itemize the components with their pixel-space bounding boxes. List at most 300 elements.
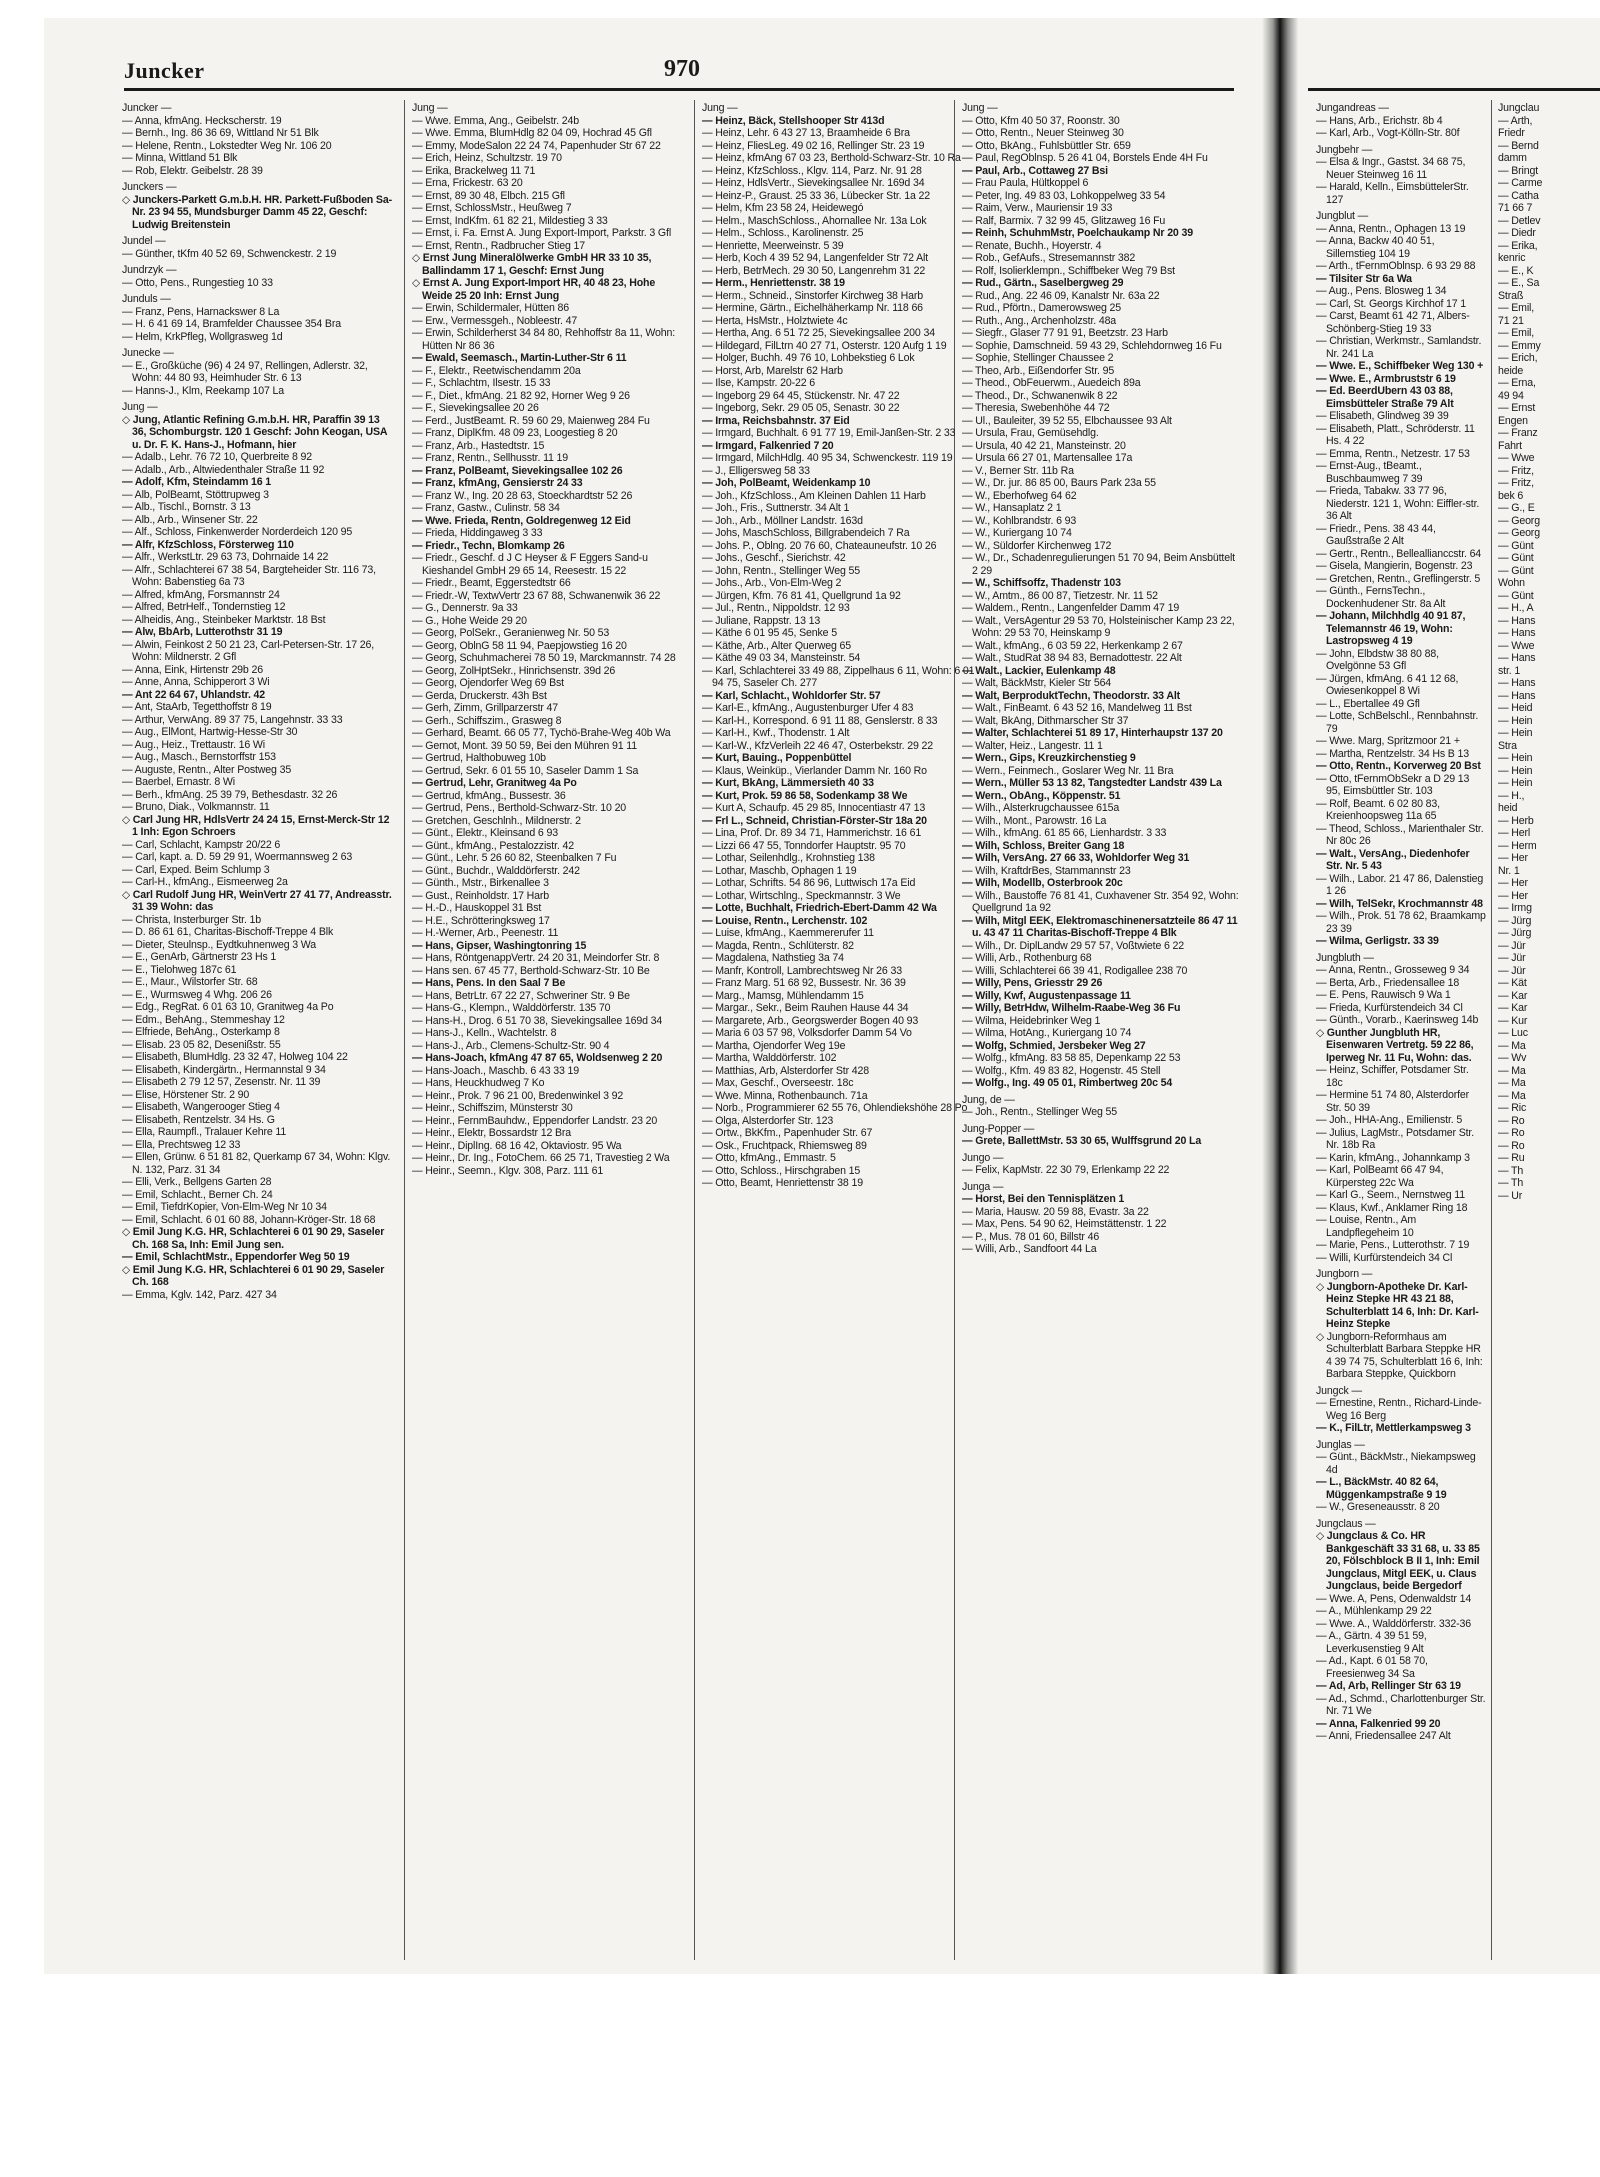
- directory-entry: — Ro: [1498, 1127, 1525, 1139]
- directory-entry: — Hans-J., Arb., Clemens-Schultz-Str. 90 4: [412, 1039, 610, 1052]
- directory-entry: — Ma: [1498, 1089, 1526, 1102]
- directory-entry: — Gust., Reinholdstr. 17 Harb: [412, 889, 549, 902]
- directory-entry: — Erika,: [1498, 239, 1538, 252]
- directory-entry: — Walt., StudRat 38 94 83, Bernadottestr. 22 Alt: [962, 652, 1182, 664]
- directory-entry: ◇ Junckers-Parkett G.m.b.H. HR. Parkett-Fußboden Sa-Nr. 23 94 55, Mundsburger Damm 45 22, Geschf: Ludwig Breitenstein: [122, 193, 392, 231]
- directory-entry: — Rolf, Isolierklempn., Schiffbeker Weg 79 Bst: [962, 264, 1175, 277]
- directory-entry: — Carl, St. Georgs Kirchhof 17 1: [1316, 297, 1467, 310]
- directory-entry: — Alfred, kfmAng, Forsmannstr 24: [122, 588, 280, 601]
- directory-entry: — Ant 22 64 67, Uhlandstr. 42: [122, 688, 266, 701]
- directory-entry: — Renate, Buchh., Hoyerstr. 4: [962, 239, 1102, 252]
- directory-entry: — Irmgard, Buchhalt. 6 91 77 19, Emil-Janßen-Str. 2 33: [702, 427, 956, 439]
- directory-entry: — Harald, Kelln., EimsbüttelerStr. 127: [1316, 181, 1469, 206]
- directory-entry: — Emmy, ModeSalon 22 24 74, Papenhuder Str 67 22: [412, 139, 661, 152]
- directory-column-1: [122, 98, 396, 1958]
- directory-entry: — Georg: [1498, 514, 1540, 527]
- directory-entry: — F., Elektr., Reetwischendamm 20a: [412, 364, 581, 377]
- directory-entry: — Elisab. 23 05 82, Desenißstr. 55: [122, 1038, 281, 1051]
- directory-entry: — Hanns-J., Klm, Reekamp 107 La: [122, 384, 284, 397]
- directory-entry: Straß: [1498, 289, 1524, 302]
- directory-entry: ◇ Jung, Atlantic Refining G.m.b.H. HR, Paraffin 39 13 36, Schomburgstr. 120 1 Geschf: John Keogan, USA u. Dr. F. K. Hans-J., Hofmann, hier: [122, 413, 387, 451]
- directory-entry: — Anna, Rentn., Ophagen 13 19: [1316, 222, 1466, 235]
- directory-entry: — Frieda, Tabakw. 33 77 96, Niederstr. 121 1, Wohn: Eiffler-str. 36 Alt: [1316, 485, 1480, 522]
- directory-entry: — Wern., Feinmech., Goslarer Weg Nr. 11 Bra: [962, 764, 1174, 777]
- directory-entry: — Herb: [1498, 814, 1534, 827]
- directory-entry: — Franz, PolBeamt, Sievekingsallee 102 26: [412, 464, 623, 477]
- directory-entry: — Herm., Henriettenstr. 38 19: [702, 277, 845, 289]
- directory-entry: — Wv: [1498, 1052, 1527, 1064]
- directory-entry: — Baerbel, Ernastr. 8 Wi: [122, 776, 235, 788]
- directory-entry: — Otto, kfmAng., Emmastr. 5: [702, 1152, 836, 1164]
- directory-entry: — Frau Paula, Hültkoppel 6: [962, 177, 1089, 189]
- directory-entry: — Tilsiter Str 6a Wa: [1316, 272, 1412, 285]
- directory-entry: — Otto, Pens., Rungestieg 10 33: [122, 276, 273, 289]
- directory-entry: — Her: [1498, 889, 1528, 902]
- directory-entry: — Franz, Rentn., Sellhusstr. 11 19: [412, 452, 569, 464]
- directory-entry: — Ad., Schmd., Charlottenburger Str. Nr. 71 We: [1316, 1692, 1486, 1717]
- directory-entry: — Joh., Rentn., Stellinger Weg 55: [962, 1106, 1118, 1118]
- directory-entry: — Ric: [1498, 1102, 1527, 1114]
- directory-entry: — P., Mus. 78 01 60, Billstr 46: [962, 1230, 1100, 1243]
- directory-entry: — Wilh, Schloss, Breiter Gang 18: [962, 839, 1125, 852]
- directory-entry: Wohn: [1498, 577, 1525, 589]
- directory-entry: heide: [1498, 364, 1524, 377]
- directory-entry: — Günt: [1498, 589, 1534, 602]
- directory-entry: — Ernst, SchlossMstr., Heußweg 7: [412, 202, 572, 214]
- directory-entry: — Walt., VersAgentur 29 53 70, Holsteinischer Kamp 23 22, Wohn: 29 53 70, Heinskamp 9: [962, 614, 1235, 639]
- directory-entry: 71 21: [1498, 314, 1524, 327]
- directory-entry: — Lizzi 66 47 55, Tonndorfer Hauptstr. 95 70: [702, 839, 906, 852]
- directory-entry: — Franz, DiplKfm. 48 09 23, Loogestieg 8 20: [412, 427, 618, 439]
- directory-entry: — Hein: [1498, 714, 1533, 727]
- directory-entry: — Alw, BbArb, Lutterothstr 31 19: [122, 626, 283, 638]
- directory-entry: — Reinh, SchuhmMstr, Poelchaukamp Nr 20 39: [962, 227, 1193, 239]
- directory-entry: — Gerh., Schiffszim., Grasweg 8: [412, 714, 562, 727]
- directory-entry: — Bruno, Diak., Volkmannstr. 11: [122, 801, 270, 813]
- directory-entry: — Hans-G., Klempn., Walddörferstr. 135 70: [412, 1002, 611, 1014]
- directory-entry: — Heinr., Elektr, Bossardstr 12 Bra: [412, 1127, 572, 1139]
- directory-entry: — Otto, Rentn., Korverweg 20 Bst: [1316, 760, 1481, 772]
- directory-entry: — Gerhard, Beamt. 66 05 77, Tychö-Brahe-Weg 40b Wa: [412, 727, 671, 739]
- directory-entry: — Gretchen, Geschlnh., Mildnerstr. 2: [412, 814, 581, 827]
- directory-entry: — Franz W., Ing. 20 28 63, Stoeckhardtstr 52 26: [412, 489, 633, 502]
- surname-heading: Jung —: [962, 102, 998, 114]
- directory-entry: — Ralf, Barmix. 7 32 99 45, Glitzaweg 16 Fu: [962, 214, 1166, 227]
- directory-entry: — John, Rentn., Stellinger Weg 55: [702, 564, 860, 577]
- directory-entry: — Joh., Arb., Möllner Landstr. 163d: [702, 514, 863, 527]
- directory-entry: — Ernst, Rentn., Radbrucher Stieg 17: [412, 239, 586, 252]
- directory-entry: — Carl, Exped. Beim Schlump 3: [122, 863, 270, 876]
- directory-entry: — Herm., Schneid., Sinstorfer Kirchweg 38 Harb: [702, 289, 923, 302]
- directory-entry: — Wern., Müller 53 13 82, Tangstedter Landstr 439 La: [962, 777, 1222, 789]
- column-rule: [694, 100, 695, 1960]
- directory-entry: — E. Pens, Rauwisch 9 Wa 1: [1316, 989, 1451, 1001]
- directory-entry: — Maria 6 03 57 98, Volksdorfer Damm 54 Vo: [702, 1027, 912, 1039]
- surname-heading: Jung —: [122, 401, 158, 413]
- directory-entry: — John, Elbdstw 38 80 88, Ovelgönne 53 Gfl: [1316, 647, 1439, 672]
- directory-entry: — Kur: [1498, 1014, 1528, 1027]
- directory-entry: — Karl-W., KfzVerleih 22 46 47, Osterbekstr. 29 22: [702, 739, 933, 752]
- directory-entry: — Martha, Ojendorfer Weg 19e: [702, 1039, 846, 1052]
- directory-entry: — Adalb., Lehr. 76 72 10, Querbreite 8 92: [122, 451, 312, 463]
- directory-entry: — Alfr., WerkstLtr. 29 63 73, Dohrnaide 14 22: [122, 551, 329, 563]
- directory-entry: — Gertrud, Pens., Berthold-Schwarz-Str. 10 20: [412, 802, 627, 814]
- surname-heading: Junglas —: [1316, 1438, 1365, 1451]
- directory-entry: — Herta, HsMstr., Holztwiete 4c: [702, 314, 848, 327]
- directory-entry: — F., Schlachtm, Ilsestr. 15 33: [412, 377, 551, 389]
- directory-entry: — Karl-H., Korrespond. 6 91 11 88, Genslerstr. 8 33: [702, 714, 938, 727]
- directory-entry: — Alf., Schloss, Finkenwerder Norderdeich 120 95: [122, 526, 353, 538]
- directory-entry: — Aug., ElMont, Hartwig-Hesse-Str 30: [122, 726, 298, 738]
- directory-entry: — Erw., Vermessgeh., Nobleestr. 47: [412, 314, 578, 327]
- directory-entry: — Käthe, Arb., Alter Querweg 65: [702, 639, 852, 652]
- directory-entry: — Irmgard, Falkenried 7 20: [702, 439, 834, 452]
- directory-entry: — Emma, Rentn., Netzestr. 17 53: [1316, 447, 1470, 460]
- directory-entry: — Frieda, Hiddingaweg 3 33: [412, 527, 543, 539]
- directory-entry: — Kurt A, Schaufp. 45 29 85, Innocentiastr 47 13: [702, 802, 926, 814]
- directory-entry: — Friedr., Geschf. d J C Heyser & F Eggers Sand-u Kieshandel GmbH 29 65 14, Reesestr. 15 22: [412, 552, 648, 577]
- directory-entry: — Holger, Buchh. 49 76 10, Lohbekstieg 6 Lok: [702, 352, 915, 364]
- directory-entry: — Franz: [1498, 427, 1538, 439]
- directory-entry: — Hans-J., Kelln., Wachtelstr. 8: [412, 1027, 557, 1039]
- directory-entry: — Elfriede, BehAng., Osterkamp 8: [122, 1026, 280, 1038]
- directory-entry: — Otto, Beamt, Henriettenstr 38 19: [702, 1177, 863, 1189]
- directory-entry: — Aug., Pens. Blosweg 1 34: [1316, 285, 1447, 297]
- directory-entry: — Auguste, Rentn., Alter Postweg 35: [122, 763, 292, 776]
- directory-entry: — Lothar, Wirtschlng., Speckmannstr. 3 We: [702, 889, 901, 902]
- directory-entry: — Ro: [1498, 1139, 1525, 1152]
- directory-entry: — Jür: [1498, 939, 1526, 952]
- directory-entry: — E., Sa: [1498, 277, 1540, 289]
- directory-entry: — Heinz, kfmAng 67 03 23, Berthold-Schwarz-Str. 10 Ra: [702, 152, 961, 164]
- directory-entry: — Heinz, FliesLeg. 49 02 16, Rellinger Str. 23 19: [702, 139, 925, 152]
- directory-entry: — Grete, BallettMstr. 53 30 65, Wulffsgrund 20 La: [962, 1135, 1202, 1147]
- directory-entry: — Erwin, Schildermaler, Hütten 86: [412, 302, 569, 314]
- directory-entry: — W., Kuriergang 10 74: [962, 527, 1072, 539]
- directory-entry: — Heinz, KfzSchloss., Klgv. 114, Parz. Nr. 91 28: [702, 164, 922, 177]
- directory-entry: — Erika, Brackelweg 11 71: [412, 164, 536, 177]
- surname-heading: Jungck —: [1316, 1384, 1362, 1397]
- directory-entry: — Walt., Lackier, Eulenkamp 48: [962, 664, 1116, 677]
- directory-entry: — Hans-Joach., Maschb. 6 43 33 19: [412, 1064, 579, 1077]
- directory-entry: — W., Schiffsoffz, Thadenstr 103: [962, 577, 1121, 589]
- directory-entry: — Walt, BäckMstr, Kieler Str 564: [962, 677, 1112, 689]
- directory-entry: — Sophie, Stellinger Chaussee 2: [962, 352, 1114, 364]
- directory-entry: — Ma: [1498, 1039, 1526, 1052]
- directory-entry: — Magdalena, Nathstieg 3a 74: [702, 952, 844, 964]
- right-directory-column-2: [1498, 98, 1600, 1958]
- directory-entry: — H. 6 41 69 14, Bramfelder Chaussee 354 Bra: [122, 318, 341, 330]
- directory-entry: — Norb., Programmierer 62 55 76, Ohlendiekshöhe 28 Po: [702, 1102, 968, 1114]
- directory-entry: — Magda, Rentn., Schlüterstr. 82: [702, 939, 854, 952]
- directory-entry: — Otto, Kfm 40 50 37, Roonstr. 30: [962, 114, 1120, 127]
- directory-entry: — Hein: [1498, 727, 1533, 739]
- directory-entry: — Käthe 49 03 34, Mansteinstr. 54: [702, 652, 861, 664]
- directory-entry: — Wern., ObAng., Köppenstr. 51: [962, 789, 1121, 802]
- directory-entry: — Wilma, Gerligstr. 33 39: [1316, 935, 1439, 947]
- directory-entry: — Th: [1498, 1177, 1524, 1189]
- directory-entry: — Elisabeth, Platt., Schröderstr. 11 Hs. 4 22: [1316, 422, 1475, 447]
- directory-entry: — Kar: [1498, 1002, 1528, 1014]
- directory-entry: — V., Berner Str. 11b Ra: [962, 464, 1074, 477]
- directory-entry: — Ursula 66 27 01, Martensallee 17a: [962, 452, 1133, 464]
- scanned-page: [44, 18, 1600, 1974]
- directory-entry: — Irmg: [1498, 902, 1532, 914]
- directory-entry: — D. 86 61 61, Charitas-Bischoff-Treppe 4 Blk: [122, 926, 334, 938]
- directory-entry: — Christian, Werkmstr., Samlandstr. Nr. 241 La: [1316, 335, 1482, 360]
- directory-entry: — Gertrud, Lehr, Granitweg 4a Po: [412, 777, 577, 789]
- directory-entry: — Heinr., Prok. 7 96 21 00, Bredenwinkel 3 92: [412, 1089, 624, 1102]
- directory-entry: — Hans: [1498, 627, 1536, 639]
- column-rule: [404, 100, 405, 1960]
- directory-entry: — Heid: [1498, 702, 1533, 714]
- directory-entry: — J., Elligersweg 58 33: [702, 464, 810, 477]
- directory-entry: Engen: [1498, 414, 1528, 427]
- directory-entry: — Theod, Schloss., Marienthaler Str. Nr 80c 26: [1316, 822, 1484, 847]
- directory-entry: — W., Süldorfer Kirchenweg 172: [962, 539, 1112, 552]
- directory-entry: — Louise, Rentn., Lerchenstr. 102: [702, 914, 868, 927]
- directory-entry: — W., Dr. jur. 86 85 00, Baurs Park 23a 55: [962, 477, 1156, 489]
- directory-entry: ◇ Jungborn-Apotheke Dr. Karl-Heinz Stepke HR 43 21 88, Schulterblatt 14 6, Inh: Dr. Karl-Heinz Stepke: [1316, 1280, 1479, 1330]
- directory-entry: — Alfred, BetrHelf., Tondernstieg 12: [122, 601, 286, 613]
- directory-entry: — G., E: [1498, 502, 1535, 514]
- directory-entry: — Alb., Tischl., Bornstr. 3 13: [122, 501, 251, 513]
- directory-entry: — E., K: [1498, 264, 1534, 277]
- directory-entry: — Luise, kfmAng., Kaemmererufer 11: [702, 927, 874, 939]
- directory-entry: — Erich,: [1498, 352, 1538, 364]
- directory-entry: — Hermine 51 74 80, Alsterdorfer Str. 50 39: [1316, 1089, 1470, 1114]
- directory-entry: — Georg, OblnG 58 11 94, Paepjowstieg 16 20: [412, 639, 627, 652]
- directory-entry: — Berh., kfmAng. 25 39 79, Bethesdastr. 32 26: [122, 788, 338, 801]
- directory-entry: — Ernst, 89 30 48, Elbch. 215 Gfl: [412, 189, 565, 202]
- directory-entry: — Helm., MaschSchloss., Ahornallee Nr. 13a Lok: [702, 214, 927, 227]
- directory-entry: — Herm: [1498, 839, 1537, 852]
- directory-entry: — Gisela, Mangierin, Bogenstr. 23: [1316, 560, 1473, 572]
- directory-entry: — Dieter, Steulnsp., Eydtkuhnenweg 3 Wa: [122, 938, 316, 951]
- directory-entry: — Max, Pens. 54 90 62, Heimstättenstr. 1 22: [962, 1218, 1167, 1230]
- directory-entry: — Anne, Anna, Schipperort 3 Wi: [122, 676, 270, 688]
- directory-entry: — Wwe. A., Walddörferstr. 332-36: [1316, 1617, 1471, 1630]
- directory-entry: — Anna, Eink, Hirtenstr 29b 26: [122, 663, 263, 676]
- directory-entry: — Felix, KapMstr. 22 30 79, Erlenkamp 22 22: [962, 1164, 1170, 1176]
- directory-entry: — Klaus, Weinküp., Vierlander Damm Nr. 160 Ro: [702, 764, 927, 777]
- directory-entry: ◇ Gunther Jungbluth HR, Eisenwaren Vertretg. 59 22 86, Iperweg Nr. 11 Fu, Wohn: das.: [1316, 1026, 1474, 1064]
- directory-entry: — Günth., Vorarb., Kaerinsweg 14b: [1316, 1014, 1479, 1026]
- directory-entry: — Heinr., Seemn., Klgv. 308, Parz. 111 61: [412, 1164, 604, 1177]
- directory-entry: — Wilh, Mitgl EEK, Elektromaschinenersatzteile 86 47 11 u. 43 47 11 Charitas-Bischoff-Treppe 4 Blk: [962, 914, 1238, 939]
- directory-entry: — Heinr., DiplIng. 68 16 42, Oktaviostr. 95 Wa: [412, 1139, 622, 1152]
- directory-entry: — Frl L., Schneid, Christian-Förster-Str 18a 20: [702, 814, 927, 827]
- directory-entry: — Kar: [1498, 989, 1528, 1002]
- directory-entry: — Elisabeth, Glindweg 39 39: [1316, 410, 1449, 422]
- surname-heading: Junga —: [962, 1180, 1004, 1193]
- surname-heading: Junduls —: [122, 293, 171, 305]
- directory-entry: — Heinz, Bäck, Stellshooper Str 413d: [702, 114, 885, 127]
- directory-entry: — Willy, Kwf, Augustenpassage 11: [962, 989, 1131, 1002]
- directory-entry: — Emmy: [1498, 339, 1541, 352]
- directory-entry: — Elise, Hörstener Str. 2 90: [122, 1088, 250, 1101]
- directory-entry: ◇ Ernst A. Jung Export-Import HR, 40 48 23, Hohe Weide 25 20 Inh: Ernst Jung: [412, 277, 656, 302]
- directory-entry: — Hein: [1498, 777, 1533, 789]
- directory-entry: — Willi, Arb., Rothenburg 68: [962, 952, 1092, 964]
- directory-entry: — Paul, RegOblnsp. 5 26 41 04, Borstels Ende 4H Fu: [962, 152, 1208, 164]
- directory-entry: — Kurt, BkAng, Lämmersieth 40 33: [702, 777, 874, 789]
- directory-entry: — Wilma, HotAng., Kuriergang 10 74: [962, 1027, 1132, 1039]
- directory-entry: — Marie, Pens., Lutterothstr. 7 19: [1316, 1239, 1470, 1251]
- directory-entry: — Günt., BäckMstr., Niekampsweg 4d: [1316, 1451, 1476, 1476]
- directory-entry: — Carl, Schlacht, Kampstr 20/22 6: [122, 838, 281, 851]
- directory-entry: — Margar., Sekr., Beim Rauhen Hause 44 34: [702, 1002, 909, 1014]
- directory-entry: — Kurt, Prok. 59 86 58, Sodenkamp 38 We: [702, 789, 908, 802]
- directory-entry: — Walter, Schlachterei 51 89 17, Hinterhaupstr 137 20: [962, 727, 1223, 739]
- directory-entry: — A., Mühlenkamp 29 22: [1316, 1605, 1432, 1617]
- directory-entry: — Erna,: [1498, 377, 1536, 389]
- directory-entry: — Joh, PolBeamt, Weidenkamp 10: [702, 477, 871, 489]
- directory-entry: — Hans, Heuckhudweg 7 Ko: [412, 1077, 545, 1089]
- directory-entry: — Hans, Arb., Erichstr. 8b 4: [1316, 114, 1443, 127]
- directory-entry: — Paul, Arb., Cottaweg 27 Bsi: [962, 164, 1108, 177]
- directory-entry: — Wolfg., Kfm. 49 83 82, Hogenstr. 45 Stell: [962, 1064, 1161, 1077]
- directory-entry: — Klaus, Kwf., Anklamer Ring 18: [1316, 1201, 1468, 1214]
- directory-entry: — E., Tielohweg 187c 61: [122, 963, 237, 976]
- directory-entry: — Franz, Arb., Hastedtstr. 15: [412, 439, 545, 452]
- directory-entry: — Alwin, Feinkost 2 50 21 23, Carl-Petersen-Str. 17 26, Wohn: Mildnerstr. 2 Gfl: [122, 638, 375, 663]
- directory-entry: — Hermine, Gärtn., Eichelhäherkamp Nr. 118 66: [702, 302, 923, 314]
- directory-entry: — Wwe. E., Armbruststr 6 19: [1316, 372, 1456, 385]
- directory-entry: — Ma: [1498, 1077, 1526, 1089]
- directory-entry: — Erich, Heinz, Schultzstr. 19 70: [412, 152, 562, 164]
- directory-entry: — Franz, Gastw., Culinstr. 58 34: [412, 502, 560, 514]
- directory-entry: — Ruth., Ang., Archenholzstr. 48a: [962, 314, 1117, 327]
- directory-entry: — W., Amtm., 86 00 87, Tietzestr. Nr. 11 52: [962, 589, 1158, 602]
- directory-entry: — Her: [1498, 852, 1528, 864]
- directory-entry: — Johann, Milchhdlg 40 91 87, Telemannstr 46 19, Wohn: Lastropsweg 4 19: [1316, 610, 1466, 647]
- directory-entry: — Wwe. A, Pens, Odenwaldstr 14: [1316, 1592, 1472, 1605]
- directory-entry: Friedr: [1498, 127, 1525, 139]
- surname-heading: Jung —: [702, 102, 738, 114]
- directory-entry: — Lothar, Schrifts. 54 86 96, Luttwisch 17a Eid: [702, 877, 916, 889]
- directory-entry: — Lothar, Maschb, Ophagen 1 19: [702, 864, 857, 877]
- right-directory-column-1: [1316, 98, 1486, 1958]
- directory-entry: — Minna, Wittland 51 Blk: [122, 152, 238, 164]
- directory-entry: — Ad., Kapt. 6 01 58 70, Freesienweg 34 Sa: [1316, 1655, 1428, 1680]
- directory-entry: — Ur: [1498, 1189, 1523, 1202]
- directory-entry: — Max, Geschf., Overseestr. 18c: [702, 1077, 854, 1089]
- directory-entry: Nr. 1: [1498, 864, 1520, 877]
- directory-entry: ◇ Jungborn-Reformhaus am Schulterblatt Barbara Steppke HR 4 39 74 75, Schulterblatt 16 6, Inh: Barbara Steppke, Quickborn: [1316, 1330, 1483, 1380]
- directory-entry: ◇ Emil Jung K.G. HR, Schlachterei 6 01 90 29, Saseler Ch. 168 Sa, Inh: Emil Jung sen.: [122, 1226, 385, 1251]
- directory-entry: — Hans, RöntgenappVertr. 24 20 31, Meindorfer Str. 8: [412, 952, 660, 964]
- directory-entry: — Heinr., FernmBauhdw., Eppendorfer Landstr. 23 20: [412, 1114, 658, 1127]
- directory-entry: — Käthe 6 01 95 45, Senke 5: [702, 627, 837, 639]
- directory-entry: — Arth., tFernmOblnsp. 6 93 29 88: [1316, 260, 1476, 272]
- directory-entry: ◇ Jungclaus & Co. HR Bankgeschäft 33 31 68, u. 33 85 20, Fölschblock B II 1, Inh: Emil Jungclaus, Mitgl EEK, u. Claus Jungclaus, beide Bergedorf: [1316, 1530, 1480, 1592]
- directory-entry: — Gerda, Druckerstr. 43h Bst: [412, 689, 547, 702]
- directory-entry: — Jul., Rentn., Nippoldstr. 12 93: [702, 602, 850, 614]
- directory-entry: — Georg, ZolHptSekr., Hinrichsenstr. 39d 26: [412, 664, 616, 677]
- directory-entry: — Günth., FernsTechn., Dockenhudener Str. 8a Alt: [1316, 585, 1446, 610]
- directory-column-2: [412, 98, 686, 1958]
- directory-entry: — Maria, Hausw. 20 59 88, Evastr. 3a 22: [962, 1205, 1149, 1218]
- directory-entry: — Herb, BetrMech. 29 30 50, Langenrehm 31 22: [702, 264, 926, 277]
- directory-entry: — Emma, Kglv. 142, Parz. 427 34: [122, 1288, 277, 1301]
- directory-entry: — Wilh, TelSekr, Krochmannstr 48: [1316, 897, 1483, 910]
- directory-entry: — Kurt, Bauing., Poppenbüttel: [702, 752, 852, 764]
- directory-entry: — Adolf, Kfm, Steindamm 16 1: [122, 476, 272, 488]
- directory-entry: — Wwe. Frieda, Rentn, Goldregenweg 12 Eid: [412, 514, 631, 527]
- directory-entry: — Wwe. Emma, Ang., Geibelstr. 24b: [412, 114, 579, 127]
- directory-entry: — Wilma, Heidebrinker Weg 1: [962, 1014, 1101, 1027]
- directory-entry: — Wilh, KraftdrBes, Stammannstr 23: [962, 864, 1131, 877]
- directory-entry: — Irma, Reichsbahnstr. 37 Eid: [702, 414, 850, 427]
- directory-entry: — Bernd: [1498, 139, 1539, 152]
- directory-entry: — F., Diet., kfmAng. 21 82 92, Horner Weg 9 26: [412, 389, 630, 402]
- directory-entry: — Herb, Koch 4 39 52 94, Langenfelder Str 72 Alt: [702, 252, 929, 264]
- directory-entry: — Kät: [1498, 977, 1527, 989]
- directory-entry: — Martha, Walddörferstr. 102: [702, 1052, 837, 1064]
- directory-entry: — Edg., RegRat. 6 01 63 10, Granitweg 4a Po: [122, 1001, 334, 1013]
- directory-entry: — Wolfg., Ing. 49 05 01, Rimbertweg 20c 54: [962, 1077, 1173, 1089]
- directory-entry: — Wilh., Labor. 21 47 86, Dalenstieg 1 26: [1316, 872, 1484, 897]
- directory-entry: — Elli, Verk., Bellgens Garten 28: [122, 1176, 272, 1188]
- directory-entry: Fahrt: [1498, 439, 1522, 452]
- directory-entry: — Willi, Arb., Sandfoort 44 La: [962, 1243, 1097, 1255]
- directory-entry: — Friedr., Techn, Blomkamp 26: [412, 539, 565, 552]
- directory-entry: — Alb, PolBeamt, Stöttrupweg 3: [122, 488, 269, 501]
- directory-entry: ◇ Emil Jung K.G. HR, Schlachterei 6 01 90 29, Saseler Ch. 168: [122, 1263, 385, 1288]
- directory-entry: — W., Greseneausstr. 8 20: [1316, 1501, 1440, 1513]
- directory-entry: — Johs. P., Oblng. 20 76 60, Chateauneufstr. 10 26: [702, 539, 937, 552]
- directory-entry: — Ursula, 40 42 21, Mansteinstr. 20: [962, 439, 1126, 452]
- directory-entry: — Gertr., Rentn., Belleallianccstr. 64: [1316, 547, 1482, 560]
- directory-entry: — Hans: [1498, 652, 1536, 664]
- directory-entry: — Anna, Backw 40 40 51, Sillemstieg 104 19: [1316, 235, 1435, 260]
- running-head: [124, 54, 1234, 91]
- directory-entry: — Emil, SchlachtMstr., Eppendorfer Weg 50 19: [122, 1251, 350, 1263]
- directory-entry: — Friedr., Beamt, Eggerstedtstr 66: [412, 577, 571, 589]
- directory-entry: — Anna, Rentn., Grosseweg 9 34: [1316, 964, 1470, 976]
- directory-entry: — Heinz, HdlsVertr., Sievekingsallee Nr. 169d 34: [702, 177, 925, 189]
- directory-entry: — Emil, Schlacht. 6 01 60 88, Johann-Kröger-Str. 18 68: [122, 1213, 376, 1226]
- directory-entry: — Arthur, VerwAng. 89 37 75, Langehnstr. 33 33: [122, 713, 343, 726]
- directory-entry: — Helm, Kfm 23 58 24, Heidewegó: [702, 202, 864, 214]
- directory-entry: — Alfr., Schlachterei 67 38 54, Bargteheider Str. 116 73, Wohn: Babenstieg 6a 73: [122, 563, 376, 588]
- header-name: Juncker: [124, 58, 205, 83]
- directory-entry: — Catha: [1498, 189, 1539, 202]
- directory-entry: — Juliane, Rappstr. 13 13: [702, 614, 821, 627]
- directory-entry: — Alfr, KfzSchloss, Försterweg 110: [122, 538, 294, 551]
- left-page: [44, 18, 1262, 1974]
- directory-entry: — Ernst, i. Fa. Ernst A. Jung Export-Import, Parkstr. 3 Gfl: [412, 227, 672, 239]
- directory-entry: — Joh., Fris., Suttnerstr. 34 Alt 1: [702, 502, 850, 514]
- directory-entry: — Günther, tKfm 40 52 69, Schwenckestr. 2 19: [122, 247, 337, 260]
- directory-entry: — Ursula, Frau, Gemüsehdlg.: [962, 427, 1099, 439]
- directory-entry: — Ella, Prechtsweg 12 33: [122, 1138, 241, 1151]
- directory-entry: — Alheidis, Ang., Steinbeker Marktstr. 18 Bst: [122, 613, 326, 626]
- surname-heading: Jung —: [412, 102, 448, 114]
- directory-entry: — Wwe: [1498, 452, 1535, 464]
- directory-entry: — Marg., Mamsg, Mühlendamm 15: [702, 989, 864, 1002]
- directory-entry: — Helene, Rentn., Lokstedter Weg Nr. 106 20: [122, 139, 332, 152]
- surname-heading: Jungbluth —: [1316, 951, 1374, 964]
- directory-entry: — Wilh., Prok. 51 78 62, Braamkamp 23 39: [1316, 910, 1486, 935]
- directory-entry: — Karl, Schlacht., Wohldorfer Str. 57: [702, 689, 881, 702]
- directory-entry: — Carme: [1498, 177, 1543, 189]
- surname-heading: Jungbehr —: [1316, 143, 1373, 156]
- directory-entry: — Wilh, Modellb, Osterbrook 20c: [962, 877, 1123, 889]
- directory-entry: — Johs., Geschf., Sierichstr. 42: [702, 552, 846, 564]
- directory-entry: — Sophie, Damschneid. 59 43 29, Schlehdornweg 16 Fu: [962, 339, 1222, 352]
